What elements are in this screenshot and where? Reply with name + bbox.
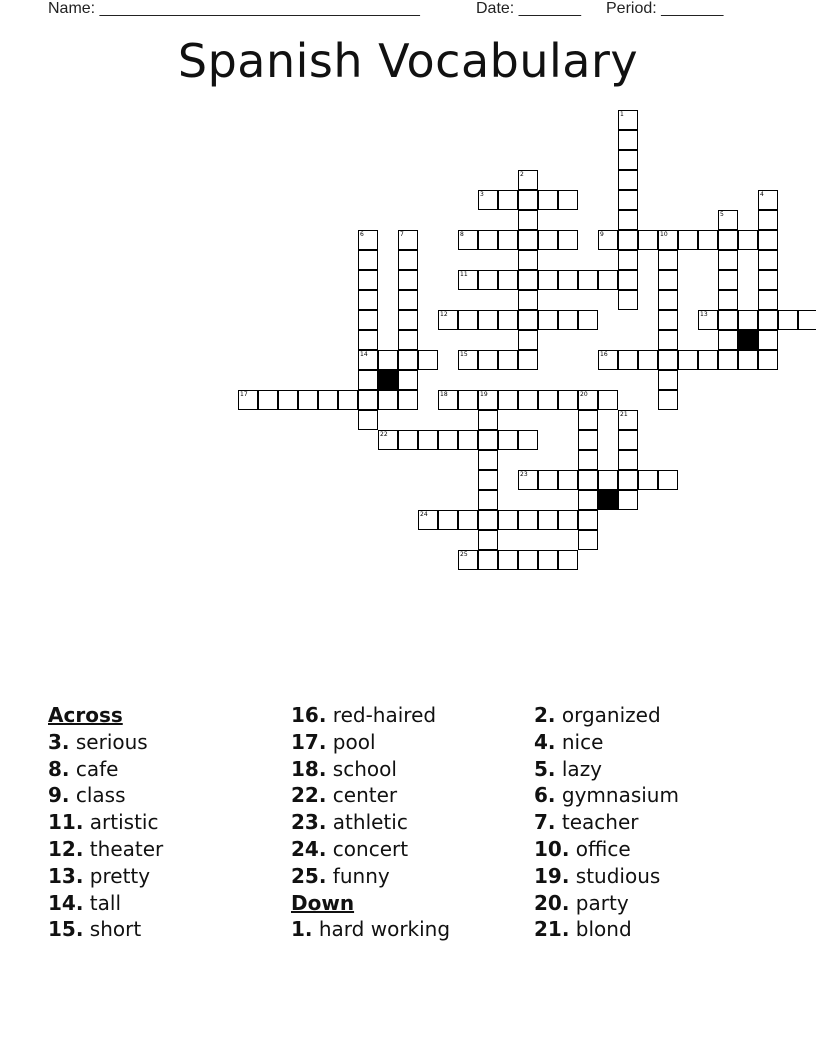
- crossword-cell[interactable]: [538, 310, 558, 330]
- clue-number-13: 13: [700, 311, 708, 318]
- crossword-cell[interactable]: [578, 410, 598, 430]
- crossword-cell[interactable]: [518, 330, 538, 350]
- crossword-cell[interactable]: [298, 390, 318, 410]
- crossword-cell[interactable]: [518, 350, 538, 370]
- crossword-cell[interactable]: [718, 350, 738, 370]
- crossword-cell[interactable]: [398, 290, 418, 310]
- crossword-cell[interactable]: [718, 310, 738, 330]
- crossword-cell[interactable]: [478, 450, 498, 470]
- clue-number-11: 11: [460, 271, 468, 278]
- crossword-cell[interactable]: [618, 450, 638, 470]
- crossword-cell[interactable]: [578, 310, 598, 330]
- crossword-cell[interactable]: [758, 350, 778, 370]
- clue-across-22: 22. center: [291, 783, 398, 808]
- crossword-cell[interactable]: [618, 430, 638, 450]
- crossword-cell[interactable]: [478, 270, 498, 290]
- crossword-cell[interactable]: [658, 390, 678, 410]
- crossword-cell[interactable]: [518, 230, 538, 250]
- crossword-cell[interactable]: [518, 210, 538, 230]
- crossword-cell[interactable]: [678, 230, 698, 250]
- crossword-cell[interactable]: [498, 350, 518, 370]
- crossword-cell[interactable]: [278, 390, 298, 410]
- crossword-cell[interactable]: [358, 270, 378, 290]
- crossword-cell[interactable]: [518, 190, 538, 210]
- crossword-cell[interactable]: [738, 310, 758, 330]
- crossword-cell[interactable]: [398, 350, 418, 370]
- clue-column-1: [48, 702, 163, 943]
- crossword-cell[interactable]: [558, 270, 578, 290]
- period-field-label[interactable]: Period: _______: [606, 0, 724, 17]
- crossword-cell[interactable]: [538, 470, 558, 490]
- crossword-cell[interactable]: [618, 290, 638, 310]
- crossword-cell[interactable]: [618, 270, 638, 290]
- clue-across-9: 9. class: [48, 783, 126, 808]
- crossword-cell[interactable]: [618, 170, 638, 190]
- crossword-cell[interactable]: [558, 550, 578, 570]
- crossword-cell[interactable]: [478, 470, 498, 490]
- crossword-cell[interactable]: [618, 190, 638, 210]
- crossword-cell[interactable]: [578, 510, 598, 530]
- crossword-cell[interactable]: [718, 250, 738, 270]
- crossword-cell[interactable]: [638, 470, 658, 490]
- crossword-cell[interactable]: [458, 430, 478, 450]
- crossword-cell[interactable]: [578, 490, 598, 510]
- crossword-cell[interactable]: [478, 350, 498, 370]
- crossword-cell[interactable]: [718, 230, 738, 250]
- clue-number-18: 18: [440, 391, 448, 398]
- crossword-cell[interactable]: [478, 430, 498, 450]
- crossword-cell[interactable]: [398, 330, 418, 350]
- crossword-cell[interactable]: [398, 250, 418, 270]
- crossword-cell[interactable]: [638, 230, 658, 250]
- crossword-cell[interactable]: [618, 490, 638, 510]
- crossword-cell[interactable]: [398, 430, 418, 450]
- clue-across-11: 11. artistic: [48, 810, 159, 835]
- crossword-cell[interactable]: [498, 270, 518, 290]
- crossword-cell[interactable]: [518, 250, 538, 270]
- crossword-cell[interactable]: [558, 230, 578, 250]
- crossword-cell[interactable]: [758, 230, 778, 250]
- crossword-cell[interactable]: [558, 390, 578, 410]
- clue-number-8: 8: [460, 231, 464, 238]
- clue-across-17: 17. pool: [291, 729, 376, 754]
- clue-number-21: 21: [620, 411, 628, 418]
- clue-number-10: 10: [660, 231, 668, 238]
- clue-number-2: 2: [520, 171, 524, 178]
- crossword-cell[interactable]: [618, 250, 638, 270]
- crossword-cell[interactable]: [558, 310, 578, 330]
- crossword-cell[interactable]: [678, 350, 698, 370]
- crossword-cell[interactable]: [438, 510, 458, 530]
- clue-number-5: 5: [720, 211, 724, 218]
- crossword-cell[interactable]: [598, 470, 618, 490]
- crossword-cell[interactable]: [478, 530, 498, 550]
- clue-down-7: 7. teacher: [534, 810, 639, 835]
- clue-number-19: 19: [480, 391, 488, 398]
- clue-number-6: 6: [360, 231, 364, 238]
- clue-across-14: 14. tall: [48, 890, 122, 915]
- crossword-cell[interactable]: [758, 290, 778, 310]
- crossword-cell[interactable]: [578, 430, 598, 450]
- clue-across-8: 8. cafe: [48, 756, 119, 781]
- crossword-cell[interactable]: [458, 510, 478, 530]
- crossword-cell[interactable]: [778, 310, 798, 330]
- clue-number-23: 23: [520, 471, 528, 478]
- clue-down-10: 10. office: [534, 836, 631, 861]
- crossword-cell[interactable]: [698, 350, 718, 370]
- crossword-cell[interactable]: [398, 270, 418, 290]
- crossword-cell[interactable]: [618, 130, 638, 150]
- crossword-cell[interactable]: [578, 470, 598, 490]
- crossword-cell[interactable]: [658, 310, 678, 330]
- crossword-cell[interactable]: [718, 290, 738, 310]
- crossword-cell[interactable]: [578, 530, 598, 550]
- clue-across-25: 25. funny: [291, 863, 390, 888]
- crossword-cell[interactable]: [338, 390, 358, 410]
- crossword-cell[interactable]: [658, 470, 678, 490]
- crossword-cell[interactable]: [758, 270, 778, 290]
- crossword-cell[interactable]: [618, 470, 638, 490]
- crossword-cell[interactable]: [758, 210, 778, 230]
- clue-across-12: 12. theater: [48, 836, 164, 861]
- crossword-cell[interactable]: [358, 250, 378, 270]
- crossword-cell[interactable]: [458, 390, 478, 410]
- crossword-cell[interactable]: [598, 390, 618, 410]
- crossword-cell[interactable]: [718, 330, 738, 350]
- crossword-cell[interactable]: [798, 310, 816, 330]
- crossword-cell[interactable]: [658, 250, 678, 270]
- page-title: Spanish Vocabulary: [177, 34, 639, 88]
- crossword-cell[interactable]: [738, 350, 758, 370]
- crossword-cell[interactable]: [418, 350, 438, 370]
- clue-number-25: 25: [460, 551, 468, 558]
- crossword-cell[interactable]: [498, 190, 518, 210]
- crossword-cell[interactable]: [518, 390, 538, 410]
- clue-down-19: 19. studious: [534, 863, 661, 888]
- crossword-cell[interactable]: [378, 350, 398, 370]
- clue-across-23: 23. athletic: [291, 810, 408, 835]
- crossword-cell[interactable]: [578, 450, 598, 470]
- crossword-cell[interactable]: [518, 290, 538, 310]
- crossword-cell[interactable]: [358, 310, 378, 330]
- crossword-cell[interactable]: [398, 370, 418, 390]
- crossword-cell[interactable]: [538, 270, 558, 290]
- crossword-cell[interactable]: [538, 550, 558, 570]
- clue-number-15: 15: [460, 351, 468, 358]
- crossword-cell[interactable]: [478, 510, 498, 530]
- crossword-cell[interactable]: [518, 550, 538, 570]
- crossword-cell[interactable]: [658, 330, 678, 350]
- crossword-cell[interactable]: [478, 550, 498, 570]
- clue-across-18: 18. school: [291, 756, 397, 781]
- crossword-cell[interactable]: [658, 350, 678, 370]
- clue-column-2: [291, 702, 450, 943]
- clue-down-21: 21. blond: [534, 917, 632, 942]
- crossword-cell[interactable]: [698, 230, 718, 250]
- crossword-block-cell: [378, 370, 398, 390]
- crossword-cell[interactable]: [498, 230, 518, 250]
- clue-number-12: 12: [440, 311, 448, 318]
- clue-number-22: 22: [380, 431, 388, 438]
- crossword-cell[interactable]: [718, 270, 738, 290]
- crossword-block-cell: [738, 330, 758, 350]
- clue-across-24: 24. concert: [291, 836, 409, 861]
- crossword-cell[interactable]: [318, 390, 338, 410]
- clue-number-1: 1: [620, 111, 624, 118]
- crossword-cell[interactable]: [558, 190, 578, 210]
- crossword-cell[interactable]: [758, 330, 778, 350]
- crossword-cell[interactable]: [518, 270, 538, 290]
- crossword-cell[interactable]: [738, 230, 758, 250]
- crossword-cell[interactable]: [358, 330, 378, 350]
- crossword-cell[interactable]: [538, 390, 558, 410]
- crossword-cell[interactable]: [398, 310, 418, 330]
- clue-number-9: 9: [600, 231, 604, 238]
- crossword-cell[interactable]: [418, 430, 438, 450]
- crossword-cell[interactable]: [658, 290, 678, 310]
- crossword-cell[interactable]: [498, 390, 518, 410]
- crossword-cell[interactable]: [358, 370, 378, 390]
- crossword-cell[interactable]: [478, 310, 498, 330]
- clue-heading-across: Across: [48, 703, 123, 727]
- crossword-cell[interactable]: [398, 390, 418, 410]
- crossword-block-cell: [598, 490, 618, 510]
- crossword-cell[interactable]: [538, 230, 558, 250]
- crossword-cell[interactable]: [618, 210, 638, 230]
- crossword-cell[interactable]: [498, 510, 518, 530]
- crossword-cell[interactable]: [598, 270, 618, 290]
- clue-number-4: 4: [760, 191, 764, 198]
- crossword-cell[interactable]: [498, 310, 518, 330]
- clue-number-17: 17: [240, 391, 248, 398]
- clue-number-3: 3: [480, 191, 484, 198]
- crossword-cell[interactable]: [558, 470, 578, 490]
- clue-down-20: 20. party: [534, 890, 629, 915]
- clue-heading-down: Down: [291, 890, 355, 915]
- clue-number-14: 14: [360, 351, 368, 358]
- clue-down-1: 1. hard working: [291, 917, 451, 942]
- clue-across-13: 13. pretty: [48, 863, 151, 888]
- clue-across-15: 15. short: [48, 917, 142, 942]
- clue-across-3: 3. serious: [48, 729, 148, 754]
- name-field-label[interactable]: Name: ____________________________________: [48, 0, 420, 17]
- clue-number-20: 20: [580, 391, 588, 398]
- crossword-cell[interactable]: [618, 350, 638, 370]
- crossword-cell[interactable]: [358, 290, 378, 310]
- crossword-cell[interactable]: [518, 510, 538, 530]
- clue-number-7: 7: [400, 231, 404, 238]
- crossword-cell[interactable]: [638, 350, 658, 370]
- clue-across-16: 16. red-haired: [291, 703, 437, 727]
- crossword-cell[interactable]: [458, 310, 478, 330]
- crossword-cell[interactable]: [478, 410, 498, 430]
- date-field-label[interactable]: Date: _______: [476, 0, 581, 17]
- crossword-cell[interactable]: [478, 230, 498, 250]
- crossword-cell[interactable]: [618, 150, 638, 170]
- crossword-cell[interactable]: [258, 390, 278, 410]
- clue-number-24: 24: [420, 511, 428, 518]
- crossword-cell[interactable]: [438, 430, 458, 450]
- clue-down-4: 4. nice: [534, 729, 604, 754]
- crossword-cell[interactable]: [658, 370, 678, 390]
- crossword-cell[interactable]: [478, 490, 498, 510]
- clue-column-3: [534, 702, 679, 943]
- crossword-cell[interactable]: [498, 550, 518, 570]
- crossword-cell[interactable]: [758, 310, 778, 330]
- crossword-cell[interactable]: [498, 430, 518, 450]
- crossword-cell[interactable]: [618, 230, 638, 250]
- crossword-cell[interactable]: [658, 270, 678, 290]
- crossword-cell[interactable]: [358, 410, 378, 430]
- clue-down-2: 2. organized: [534, 703, 661, 727]
- crossword-cell[interactable]: [538, 190, 558, 210]
- crossword-cell[interactable]: [518, 310, 538, 330]
- crossword-cell[interactable]: [378, 390, 398, 410]
- crossword-cell[interactable]: [578, 270, 598, 290]
- crossword-cell[interactable]: [518, 430, 538, 450]
- clue-down-6: 6. gymnasium: [534, 783, 679, 808]
- crossword-cell[interactable]: [758, 250, 778, 270]
- clue-number-16: 16: [600, 351, 608, 358]
- clue-down-5: 5. lazy: [534, 756, 603, 781]
- crossword-cell[interactable]: [558, 510, 578, 530]
- crossword-cell[interactable]: [538, 510, 558, 530]
- crossword-cell[interactable]: [358, 390, 378, 410]
